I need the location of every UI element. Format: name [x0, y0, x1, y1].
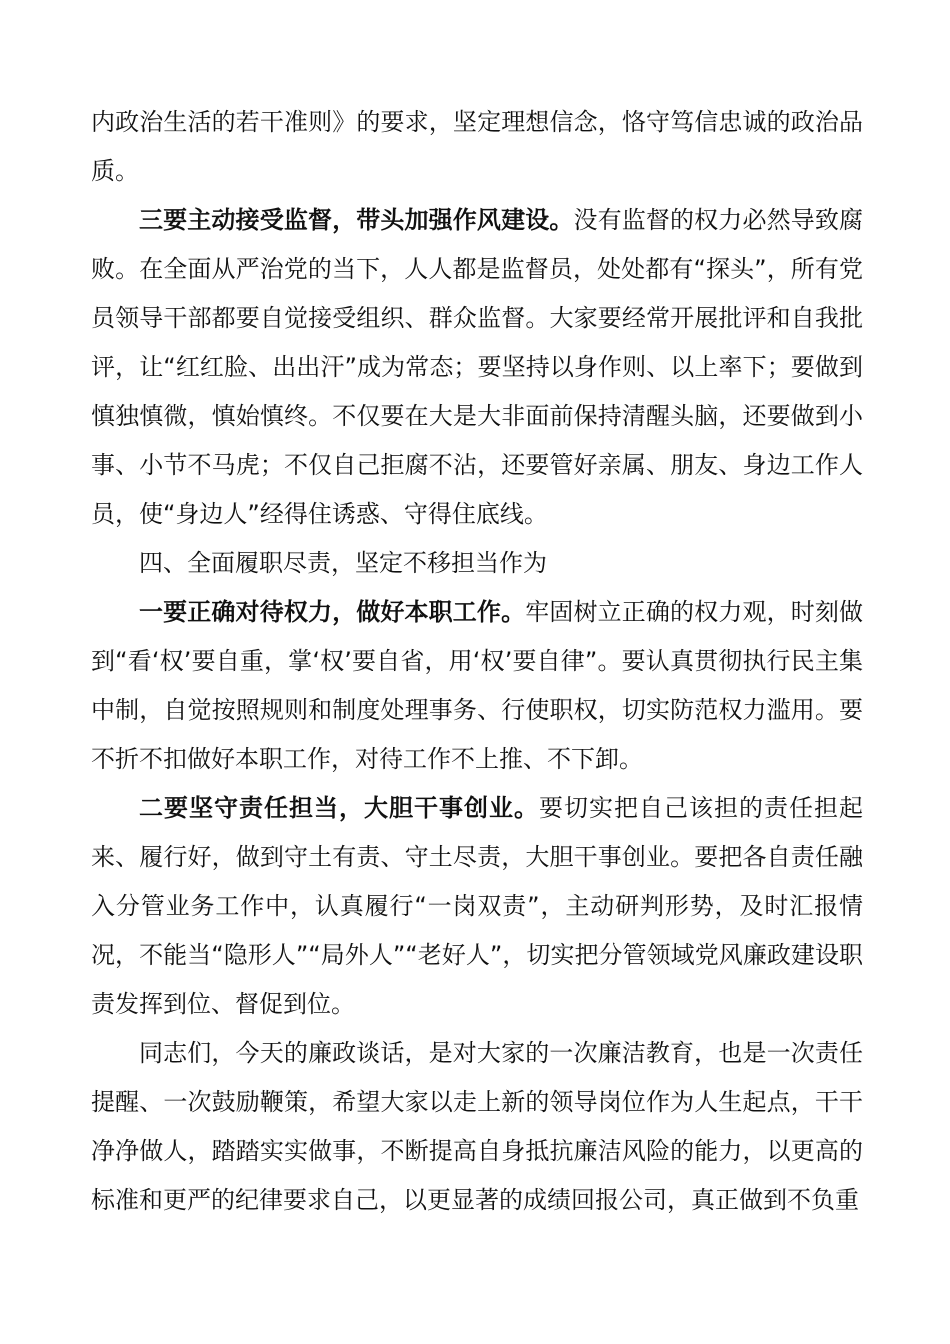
section-heading-text: 四、全面履职尽责，坚定不移担当作为 — [139, 549, 547, 577]
paragraph-lead-heading: 二要坚守责任担当，大胆干事创业。 — [139, 794, 539, 822]
paragraph-lead-heading: 三要主动接受监督，带头加强作风建设。 — [139, 206, 574, 234]
paragraph-text: 内政治生活的若干准则》的要求，坚定理想信念，恪守笃信忠诚的政治品质。 — [91, 108, 863, 185]
paragraph-continuation — [91, 98, 863, 196]
paragraph-text: 同志们，今天的廉政谈话，是对大家的一次廉洁教育，也是一次责任提醒、一次鼓励鞭策，希望大家以走上新的领导岗位作为人生起点，干干净净做人，踏踏实实做事，不断提高自身抵抗廉洁风险的能力，以更高的标准和更严的纪律要求自己，以更显著的成绩回报公司，真正做到不负重 — [91, 1039, 863, 1214]
paragraph-text: 要切实把自己该担的责任担起来、履行好，做到守土有责、守土尽责，大胆干事创业。要把各自责任融入分管业务工作中，认真履行“一岗双责”，主动研判形势，及时汇报情况，不能当“隐形人”“局外人”“老好人”，切实把分管领域党风廉政建设职责发挥到位、督促到位。 — [91, 794, 863, 1018]
paragraph-accept-supervision — [91, 196, 863, 539]
paragraph-lead-heading: 一要正确对待权力，做好本职工作。 — [139, 598, 526, 626]
section-heading-four — [91, 539, 863, 588]
document-body — [91, 98, 863, 1225]
paragraph-responsibility — [91, 784, 863, 1029]
paragraph-text: 没有监督的权力必然导致腐败。在全面从严治党的当下，人人都是监督员，处处都有“探头”，所有党员领导干部都要自觉接受组织、群众监督。大家要经常开展批评和自我批评，让“红红脸、出出汗”成为常态；要坚持以身作则、以上率下；要做到慎独慎微，慎始慎终。不仅要在大是大非面前保持清醒头脑，还要做到小事、小节不马虎；不仅自己拒腐不沾，还要管好亲属、朋友、身边工作人员，使“身边人”经得住诱惑、守得住底线。 — [91, 206, 864, 528]
paragraph-closing — [91, 1029, 863, 1225]
paragraph-text: 牢固树立正确的权力观，时刻做到“看‘权’要自重，掌‘权’要自省，用‘权’要自律”。要认真贯彻执行民主集中制，自觉按照规则和制度处理事务、行使职权，切实防范权力滥用。要不折不扣做好本职工作，对待工作不上推、不下卸。 — [91, 598, 864, 773]
paragraph-treat-power — [91, 588, 863, 784]
